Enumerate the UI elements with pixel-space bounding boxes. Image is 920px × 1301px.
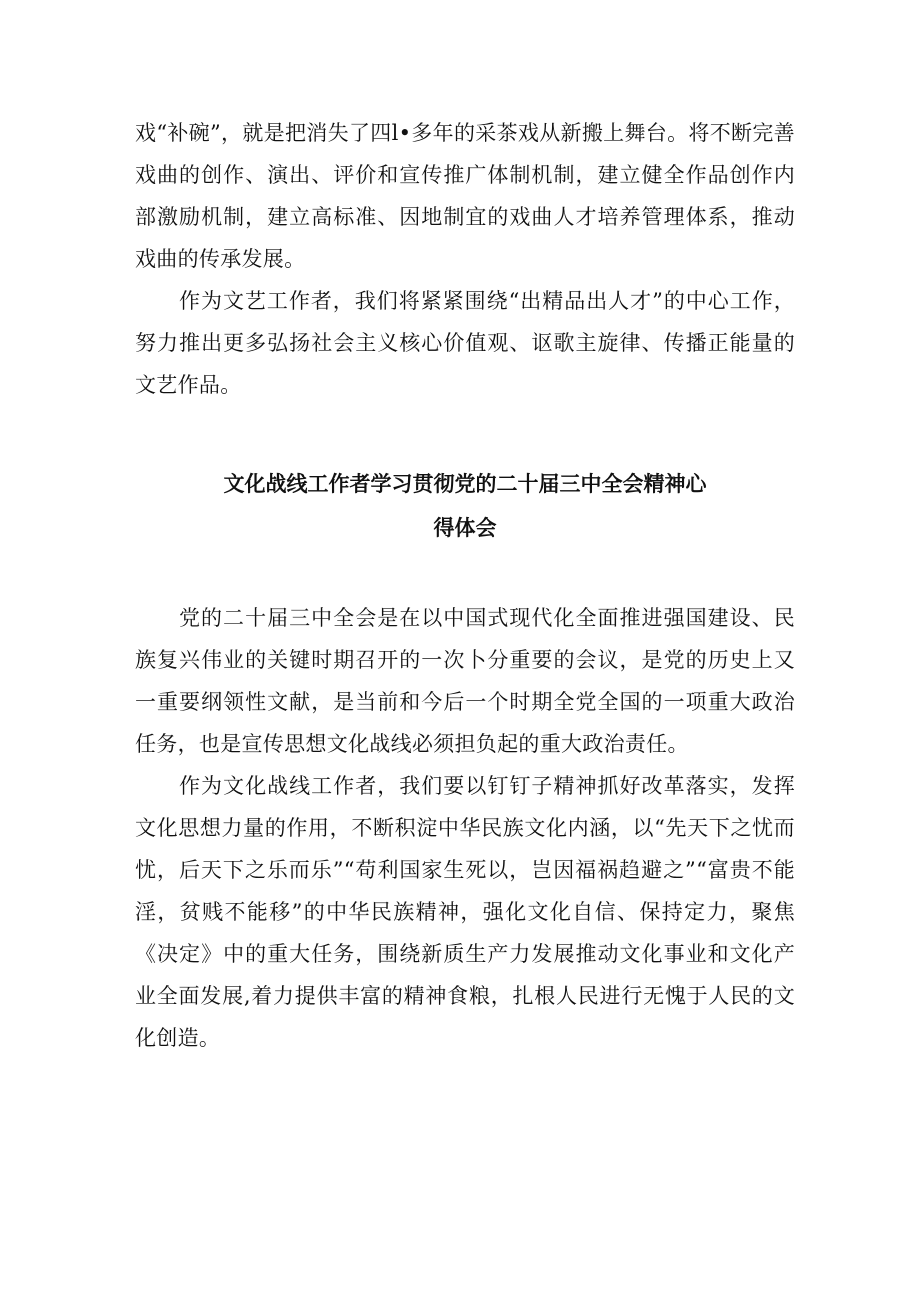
article-title-line-2: 得体会: [433, 516, 497, 540]
top-section: [135, 112, 795, 406]
article-title-line-1: 文化战线工作者学习贯彻党的二十届三中全会精神心: [223, 472, 707, 496]
article-body: [135, 597, 795, 1059]
paragraph-continued: 戏“补碗”，就是把消失了四l•多年的采茶戏从新搬上舞台。将不断完善戏曲的创作、演出、评价和宣传推广体制机制，建立健全作品创作内部激励机制，建立高标准、因地制宜的戏曲人才培养管理体系，推动戏曲的传承发展。: [135, 121, 795, 271]
paragraph-artist-pledge: 作为文艺工作者，我们将紧紧围绕“出精品出人才”的中心工作，努力推出更多弘扬社会主义核心价值观、讴歌主旋律、传播正能量的文艺作品。: [135, 289, 795, 397]
article-paragraph-2: 作为文化战线工作者，我们要以钉钉子精神抓好改革落实，发挥文化思想力量的作用，不断积淀中华民族文化内涵，以“先天下之忧而忧，后天下之乐而乐”“苟利国家生死以，岂因福祸趋避之”“富贵不能淫，贫贱不能移”的中华民族精神，强化文化自信、保持定力，聚焦《决定》中的重大任务，围绕新质生产力发展推动文化事业和文化产业全面发展,着力提供丰富的精神食粮，扎根人民进行无愧于人民的文化创造。: [135, 774, 795, 1050]
article-paragraph-1: 党的二十届三中全会是在以中国式现代化全面推进强国建设、民族复兴伟业的关键时期召开的一次卜分重要的会议，是党的历史上又一重要纲领性文献，是当前和今后一个时期全党全国的一项重大政治任务，也是宣传思想文化战线必须担负起的重大政治责任。: [135, 606, 795, 756]
